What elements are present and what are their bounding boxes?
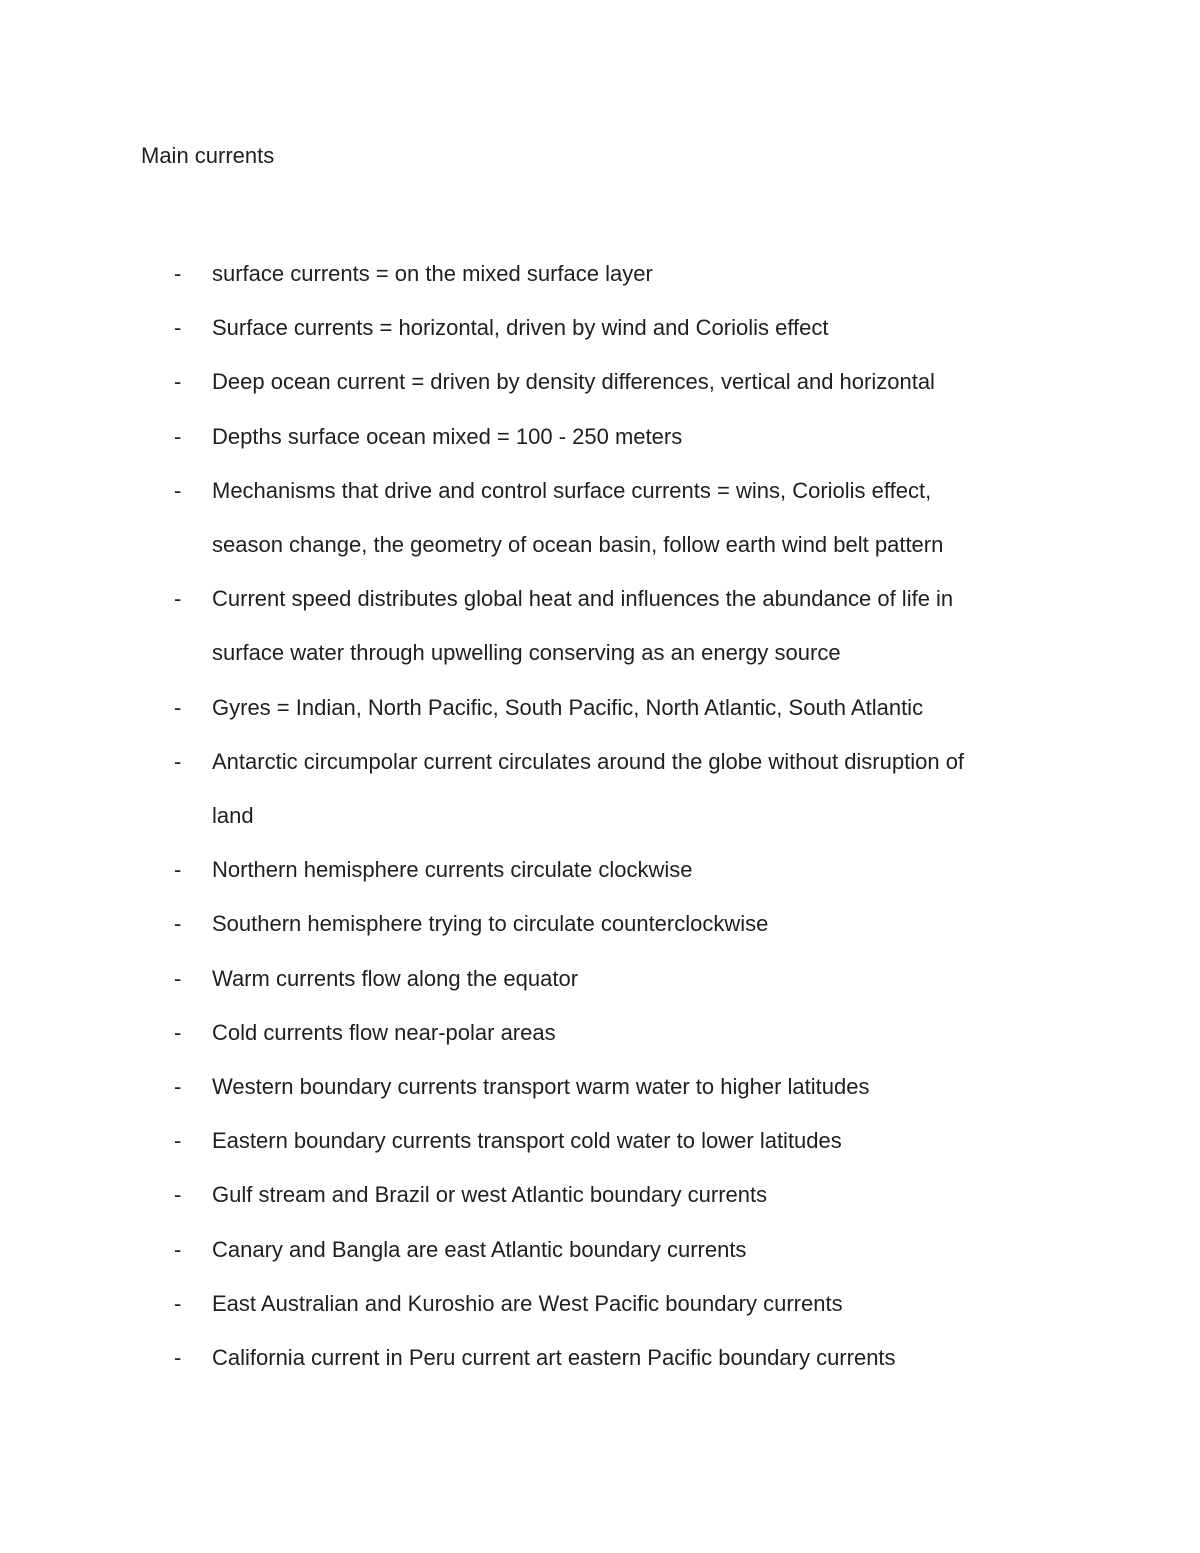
bullet-dash: - bbox=[174, 1019, 182, 1045]
bullet-dash: - bbox=[174, 1182, 182, 1208]
bullet-dash: - bbox=[174, 1128, 182, 1154]
list-item bbox=[0, 1277, 1200, 1331]
list-item bbox=[0, 301, 1200, 355]
list-item-text bbox=[212, 897, 1042, 951]
bullet-list bbox=[0, 247, 1200, 1397]
list-item-line: season change, the geometry of ocean basin, follow earth wind belt pattern bbox=[212, 532, 944, 558]
list-item-text bbox=[212, 247, 1042, 301]
list-item bbox=[0, 247, 1200, 301]
list-item bbox=[0, 355, 1200, 409]
list-item bbox=[0, 681, 1200, 735]
list-item bbox=[0, 897, 1200, 951]
bullet-dash: - bbox=[174, 261, 182, 286]
list-item-text bbox=[212, 1331, 1042, 1385]
list-item-line: Southern hemisphere trying to circulate counterclockwise bbox=[212, 911, 769, 937]
list-item bbox=[0, 952, 1200, 1006]
list-item bbox=[0, 1168, 1200, 1222]
bullet-dash: - bbox=[174, 1074, 182, 1100]
list-item-text bbox=[212, 843, 1042, 897]
list-item-line: Surface currents = horizontal, driven by wind and Coriolis effect bbox=[212, 315, 829, 341]
list-item bbox=[0, 1060, 1200, 1114]
bullet-dash: - bbox=[174, 1345, 182, 1371]
list-item-line: Gulf stream and Brazil or west Atlantic boundary currents bbox=[212, 1182, 768, 1208]
list-item-text bbox=[212, 1277, 1042, 1331]
list-item-line: Warm currents flow along the equator bbox=[212, 965, 579, 991]
list-item bbox=[0, 464, 1200, 572]
bullet-dash: - bbox=[174, 965, 182, 991]
list-item-line: East Australian and Kuroshio are West Pacific boundary currents bbox=[212, 1290, 843, 1316]
list-item-line: Mechanisms that drive and control surface currents = wins, Coriolis effect, bbox=[212, 477, 932, 503]
list-item-text bbox=[212, 952, 1042, 1006]
list-item-line: Cold currents flow near-polar areas bbox=[212, 1019, 556, 1045]
list-item bbox=[0, 1006, 1200, 1060]
list-item-line: surface water through upwelling conserving as an energy source bbox=[212, 640, 841, 666]
bullet-dash: - bbox=[174, 1290, 182, 1316]
list-item-text bbox=[212, 572, 1042, 680]
list-item bbox=[0, 410, 1200, 464]
list-item bbox=[0, 1223, 1200, 1277]
list-item-text bbox=[212, 681, 1042, 735]
list-item-text bbox=[212, 1168, 1042, 1222]
list-item-line: California current in Peru current art eastern Pacific boundary currents bbox=[212, 1345, 896, 1371]
bullet-dash: - bbox=[174, 586, 182, 612]
bullet-dash: - bbox=[174, 857, 182, 883]
list-item-line: Antarctic circumpolar current circulates around the globe without disruption of bbox=[212, 748, 965, 774]
list-item-text bbox=[212, 1060, 1042, 1114]
list-item-text bbox=[212, 1223, 1042, 1277]
list-item-text bbox=[212, 301, 1042, 355]
bullet-dash: - bbox=[174, 315, 182, 341]
list-item-text bbox=[212, 1114, 1042, 1168]
bullet-dash: - bbox=[174, 369, 182, 395]
list-item-text bbox=[212, 1006, 1042, 1060]
list-item bbox=[0, 843, 1200, 897]
bullet-dash: - bbox=[174, 423, 182, 449]
list-item-line: Current speed distributes global heat and influences the abundance of life in bbox=[212, 586, 954, 612]
list-item-line: land bbox=[212, 803, 254, 829]
bullet-dash: - bbox=[174, 911, 182, 937]
document-title: Main currents bbox=[141, 143, 275, 168]
list-item-text bbox=[212, 735, 1042, 843]
list-item-line: Gyres = Indian, North Pacific, South Pacific, North Atlantic, South Atlantic bbox=[212, 694, 924, 720]
list-item-text bbox=[212, 355, 1042, 409]
list-item-line: Canary and Bangla are east Atlantic boundary currents bbox=[212, 1236, 747, 1262]
list-item-line: surface currents = on the mixed surface layer bbox=[212, 261, 653, 286]
list-item-text bbox=[212, 410, 1042, 464]
bullet-dash: - bbox=[174, 477, 182, 503]
list-item bbox=[0, 572, 1200, 680]
list-item bbox=[0, 1114, 1200, 1168]
bullet-dash: - bbox=[174, 748, 182, 774]
list-item bbox=[0, 735, 1200, 843]
list-item-line: Deep ocean current = driven by density differences, vertical and horizontal bbox=[212, 369, 935, 395]
list-item-line: Depths surface ocean mixed = 100 - 250 meters bbox=[212, 423, 683, 449]
list-item-line: Western boundary currents transport warm water to higher latitudes bbox=[212, 1074, 870, 1100]
list-item-text bbox=[212, 464, 1042, 572]
list-item-line: Northern hemisphere currents circulate clockwise bbox=[212, 857, 693, 883]
list-item-line: Eastern boundary currents transport cold water to lower latitudes bbox=[212, 1128, 842, 1154]
bullet-dash: - bbox=[174, 1236, 182, 1262]
list-item bbox=[0, 1331, 1200, 1385]
bullet-dash: - bbox=[174, 694, 182, 720]
